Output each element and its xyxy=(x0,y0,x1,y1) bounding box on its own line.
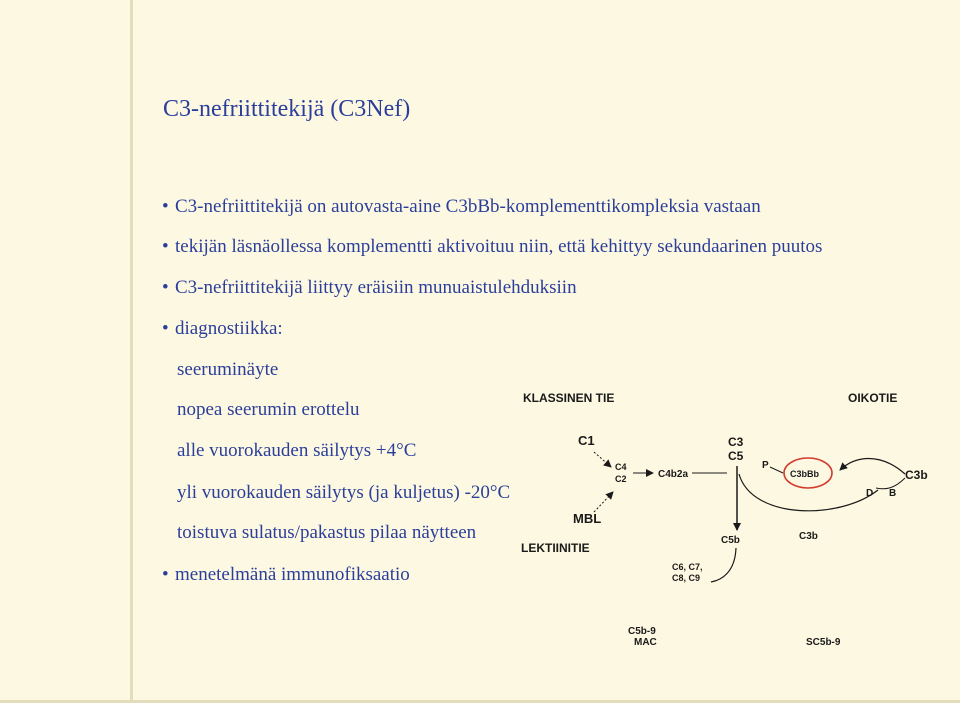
bullet-marker: • xyxy=(162,564,169,585)
d-label: D xyxy=(866,488,874,499)
classical-pathway-label: KLASSINEN TIE xyxy=(523,391,615,405)
bullet-marker: • xyxy=(162,318,169,339)
mbl-label: MBL xyxy=(573,511,602,526)
mbl-activation-arrow xyxy=(594,492,613,512)
sub-item: yli vuorokauden säilytys (ja kuljetus) -20°C xyxy=(177,482,511,503)
c3-label: C3 xyxy=(728,435,744,449)
c1-label: C1 xyxy=(578,433,595,448)
b-label: B xyxy=(889,488,897,499)
c6c7-label: C6, C7, xyxy=(672,562,703,572)
c3b-right-label: C3b xyxy=(905,468,928,482)
c3bbb-label: C3bBb xyxy=(790,469,819,479)
p-connector xyxy=(770,467,783,473)
mac-label-2: MAC xyxy=(634,637,657,648)
c3b-feedback-curve xyxy=(840,459,905,475)
c5b-label: C5b xyxy=(721,535,740,546)
mac-label-1: C5b-9 xyxy=(628,626,656,637)
slide-title: C3-nefriittitekijä (C3Nef) xyxy=(163,96,411,122)
alternative-pathway-label: OIKOTIE xyxy=(848,391,898,405)
bullet-marker: • xyxy=(162,236,169,257)
sub-item: alle vuorokauden säilytys +4°C xyxy=(177,440,417,461)
bullet-text: C3-nefriittitekijä liittyy eräisiin munuaistulehduksiin xyxy=(175,277,577,298)
sub-item: nopea seerumin erottelu xyxy=(177,399,360,420)
c5-label: C5 xyxy=(728,449,744,463)
c5b-to-c6-curve xyxy=(711,548,736,582)
sub-item: seeruminäyte xyxy=(177,359,279,380)
c2-label: C2 xyxy=(615,474,627,484)
sub-item: toistuva sulatus/pakastus pilaa näytteen xyxy=(177,522,477,543)
bullet-text: menetelmänä immunofiksaatio xyxy=(175,564,410,585)
bullet-text: tekijän läsnäollessa komplementti aktivoituu niin, että kehittyy sekundaarinen puutos xyxy=(175,236,823,257)
sc5b9-label: SC5b-9 xyxy=(806,637,841,648)
bullet-marker: • xyxy=(162,196,169,217)
c4-label: C4 xyxy=(615,462,627,472)
bullet-marker: • xyxy=(162,277,169,298)
bullet-text: C3-nefriittitekijä on autovasta-aine C3bBb-komplementtikompleksia vastaan xyxy=(175,196,761,217)
p-label: P xyxy=(762,460,769,471)
c4b2a-label: C4b2a xyxy=(658,469,689,480)
lectin-pathway-label: LEKTIINITIE xyxy=(521,541,590,555)
c8c9-label: C8, C9 xyxy=(672,573,701,583)
c3-to-c3bbb-curve xyxy=(739,474,878,511)
c3b-lower-label: C3b xyxy=(799,531,818,542)
c1-activation-arrow xyxy=(594,452,611,467)
bullet-text: diagnostiikka: xyxy=(175,318,283,339)
